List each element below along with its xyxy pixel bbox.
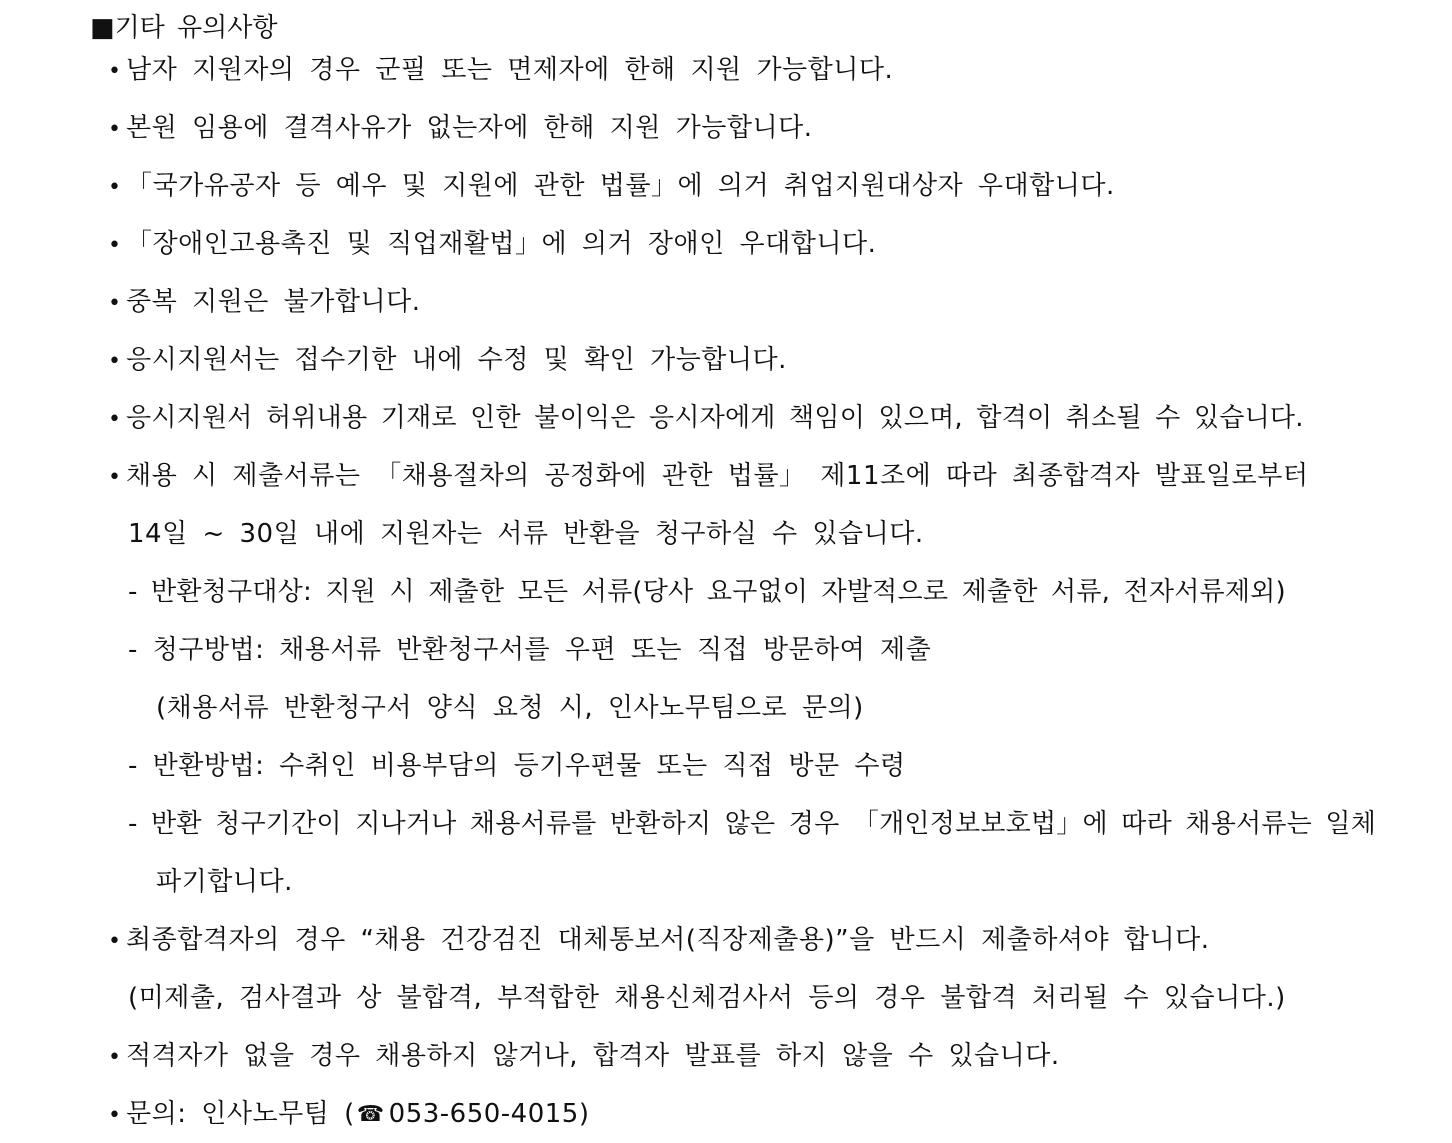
bullet-icon: •: [108, 233, 122, 258]
bullet-icon: •: [108, 929, 122, 954]
list-item-text: 「국가유공자 등 예우 및 지원에 관한 법률」에 의거 취업지원대상자 우대합니다.: [126, 171, 1115, 201]
sub-item-request-note: (채용서류 반환청구서 양식 요청 시, 인사노무팀으로 문의): [156, 693, 864, 723]
list-item: [108, 53, 893, 89]
list-item-text: 채용 시 제출서류는 「채용절차의 공정화에 관한 법률」 제11조에 따라 최종합격자 발표일로부터: [126, 461, 1309, 491]
bullet-icon: •: [108, 407, 122, 432]
list-item: [108, 459, 1309, 495]
sub-item-return-method: - 반환방법: 수취인 비용부담의 등기우편물 또는 직접 방문 수령: [128, 751, 906, 781]
list-item-text: 중복 지원은 불가합니다.: [126, 287, 421, 317]
sub-item-return-target: - 반환청구대상: 지원 시 제출한 모든 서류(당사 요구없이 자발적으로 제출한 서류, 전자서류제외): [128, 577, 1286, 607]
list-item: [108, 227, 876, 263]
sub-item-request-method: - 청구방법: 채용서류 반환청구서를 우편 또는 직접 방문하여 제출: [128, 635, 932, 665]
bullet-icon: •: [108, 59, 122, 84]
list-item-text: 「장애인고용촉진 및 직업재활법」에 의거 장애인 우대합니다.: [126, 229, 877, 259]
list-item: [108, 169, 1115, 205]
list-item-text: 적격자가 없을 경우 채용하지 않거나, 합격자 발표를 하지 않을 수 있습니다.: [126, 1041, 1060, 1071]
list-item: [108, 285, 420, 321]
bullet-icon: •: [108, 291, 122, 316]
health-check-note: (미제출, 검사결과 상 불합격, 부적합한 채용신체검사서 등의 경우 불합격 처리될 수 있습니다.): [128, 983, 1286, 1013]
sub-item-disposal: - 반환 청구기간이 지나거나 채용서류를 반환하지 않은 경우 「개인정보보호법」에 따라 채용서류는 일체: [128, 809, 1377, 839]
sub-item-disposal-continuation: 파기합니다.: [156, 867, 293, 897]
list-item: [108, 343, 787, 379]
list-item: [108, 401, 1304, 437]
phone-icon: ☎: [356, 1102, 385, 1127]
phone-number: 053-650-4015): [388, 1099, 590, 1129]
bullet-icon: •: [108, 175, 122, 200]
contact-item: [108, 1097, 589, 1133]
list-item-text: 응시지원서는 접수기한 내에 수정 및 확인 가능합니다.: [126, 345, 787, 375]
bullet-icon: •: [108, 1045, 122, 1070]
list-item: [108, 1039, 1060, 1075]
list-item: [108, 111, 813, 147]
list-item: [108, 923, 1210, 959]
list-item-text: 최종합격자의 경우 “채용 건강검진 대체통보서(직장제출용)”을 반드시 제출하셔야 합니다.: [126, 925, 1210, 955]
list-item-text: 본원 임용에 결격사유가 없는자에 한해 지원 가능합니다.: [126, 113, 813, 143]
bullet-icon: •: [108, 117, 122, 142]
section-title: ■기타 유의사항: [90, 13, 278, 43]
bullet-icon: •: [108, 465, 122, 490]
contact-label: 문의: 인사노무팀 (: [126, 1099, 355, 1129]
list-item-text: 남자 지원자의 경우 군필 또는 면제자에 한해 지원 가능합니다.: [126, 55, 894, 85]
list-item-continuation: 14일 ~ 30일 내에 지원자는 서류 반환을 청구하실 수 있습니다.: [128, 519, 924, 549]
bullet-icon: •: [108, 1103, 122, 1128]
list-item-text: 응시지원서 허위내용 기재로 인한 불이익은 응시자에게 책임이 있으며, 합격이 취소될 수 있습니다.: [126, 403, 1304, 433]
bullet-icon: •: [108, 349, 122, 374]
